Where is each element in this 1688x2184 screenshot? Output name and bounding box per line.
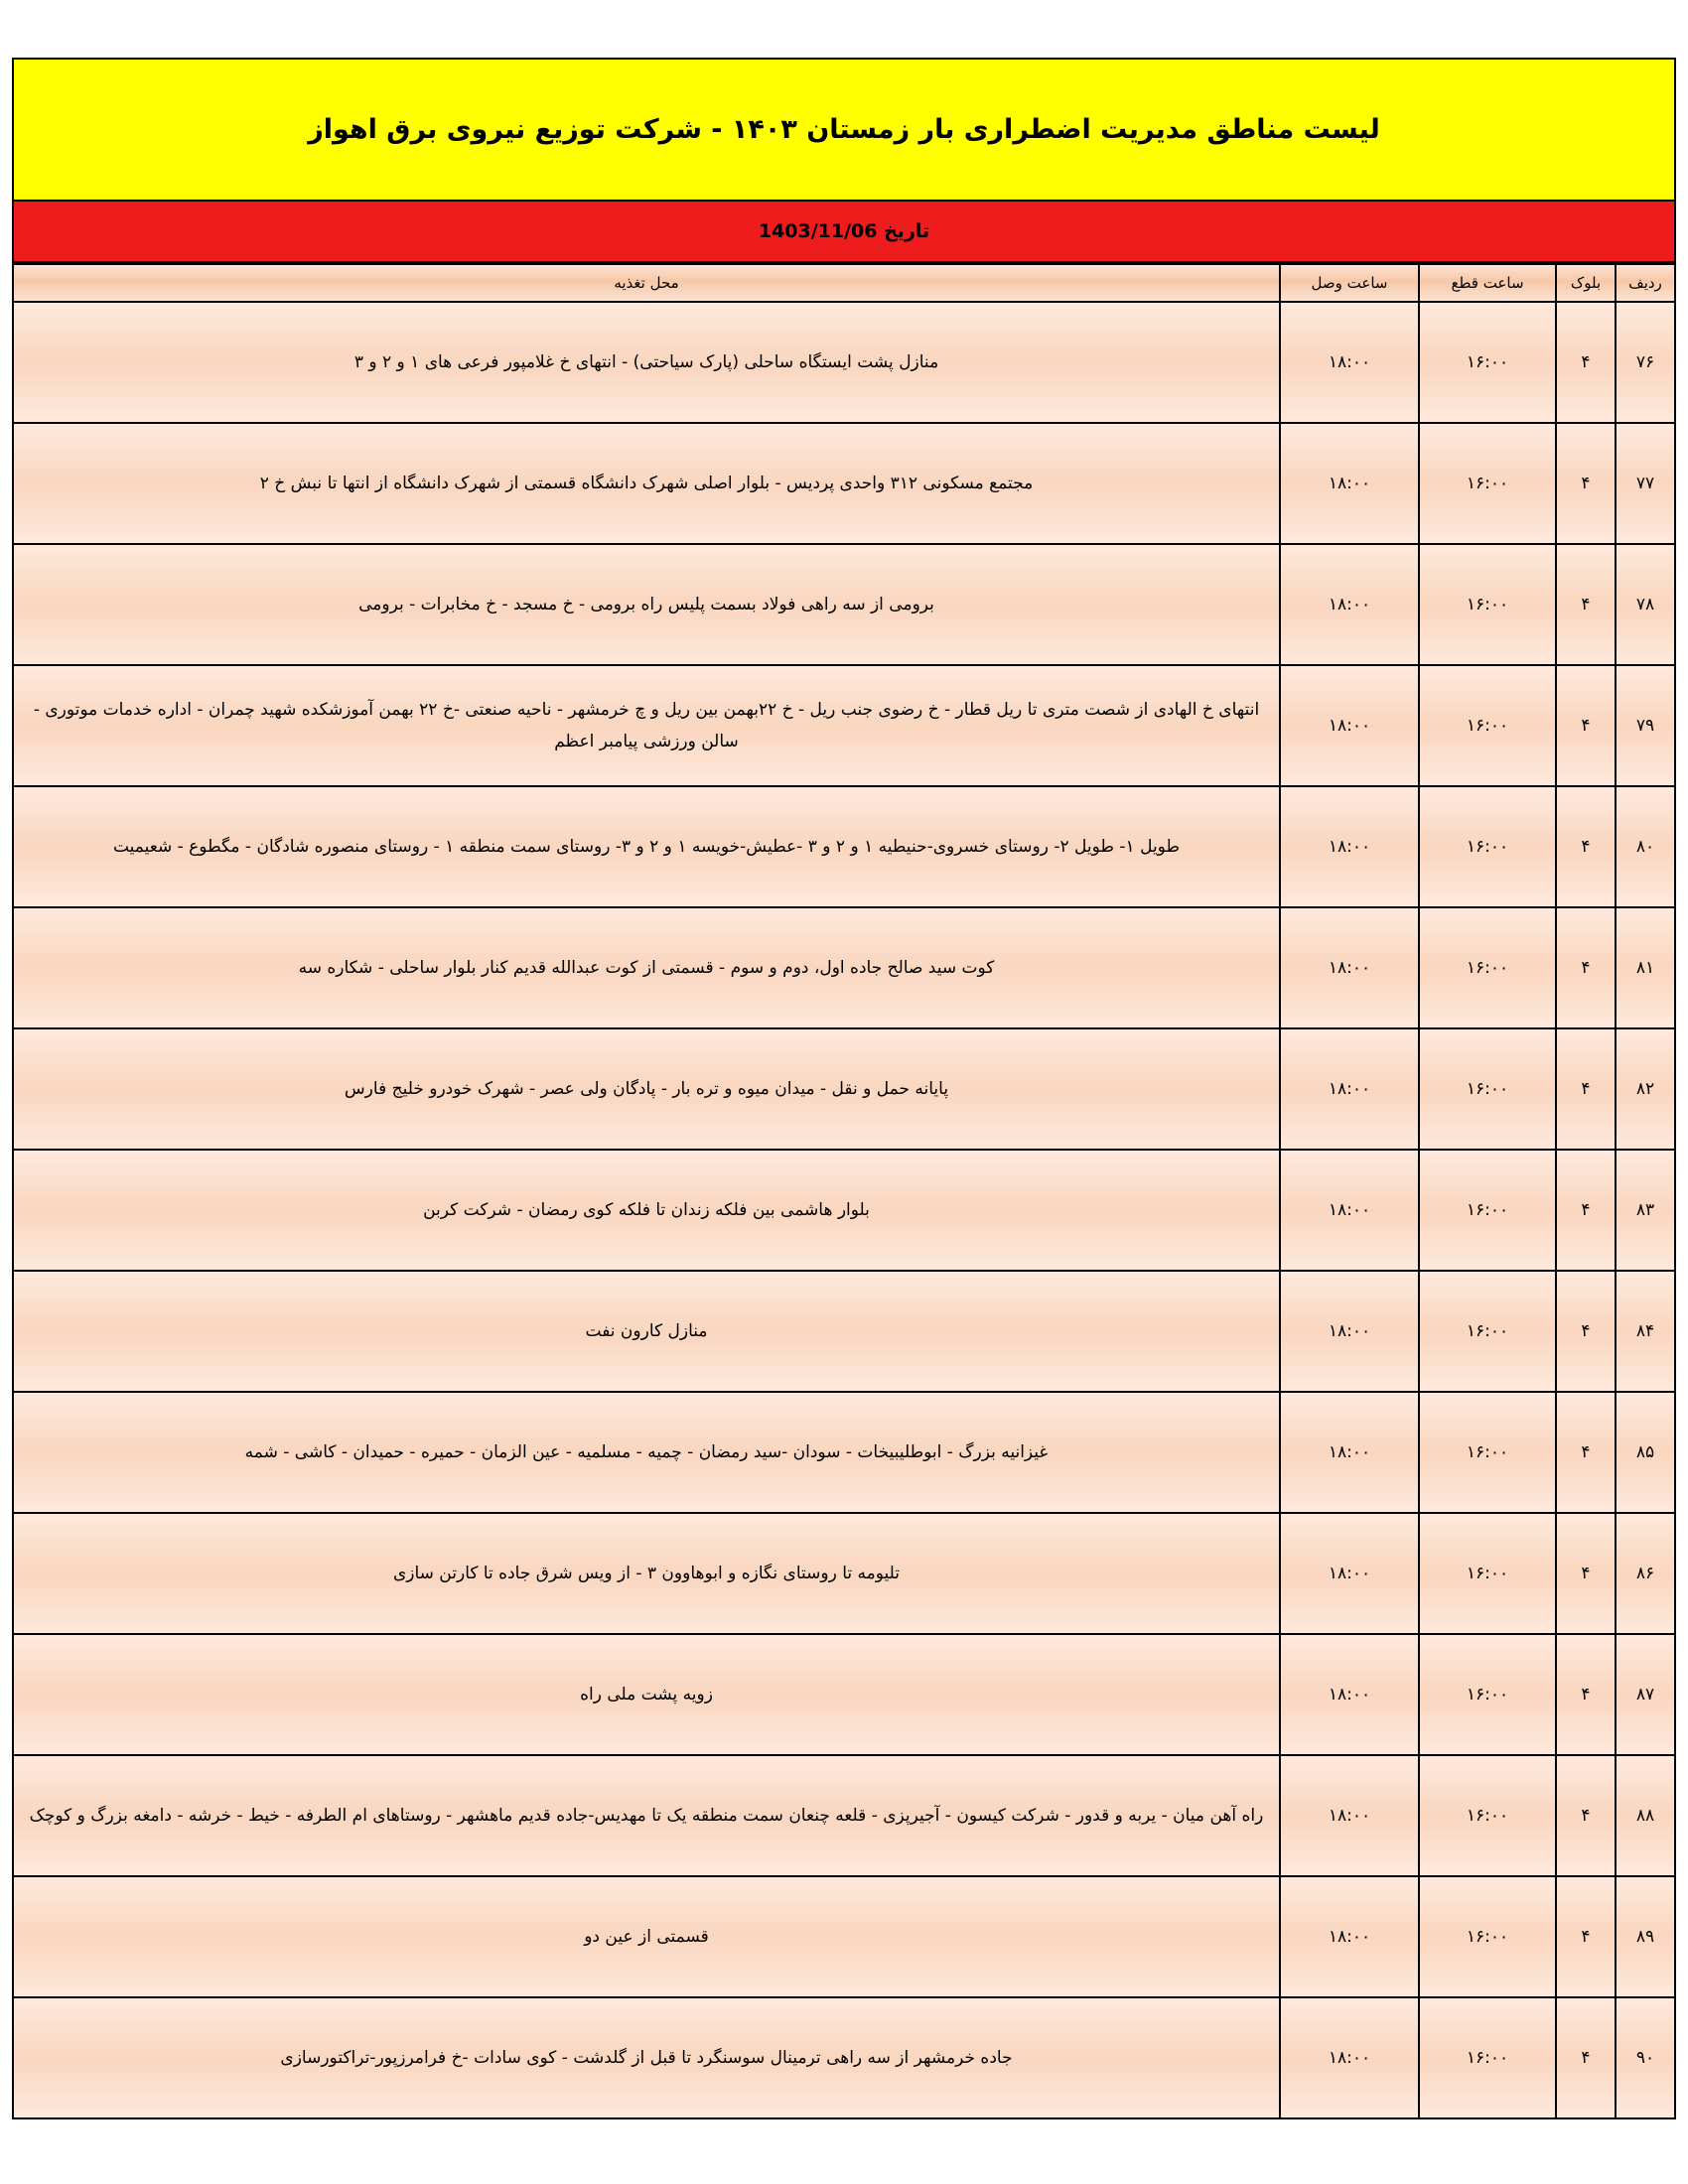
cell-block: ۴ [1556, 665, 1616, 786]
cell-row-number: ۷۷ [1616, 423, 1675, 544]
cell-connect-time: ۱۸:۰۰ [1280, 423, 1419, 544]
cell-block: ۴ [1556, 786, 1616, 907]
header-cut-time: ساعت قطع [1419, 264, 1556, 302]
header-connect-time: ساعت وصل [1280, 264, 1419, 302]
cell-row-number: ۸۷ [1616, 1634, 1675, 1755]
cell-location: جاده خرمشهر از سه راهی ترمینال سوسنگرد تا قبل از گلدشت - کوی سادات -خ فرامرزپور-تراکتورسازی [13, 1997, 1280, 2118]
cell-connect-time: ۱۸:۰۰ [1280, 786, 1419, 907]
cell-location: انتهای خ الهادی از شصت متری تا ریل قطار - خ رضوی جنب ریل - خ ۲۲بهمن بین ریل و چ خرمشهر - ناحیه صنعتی -خ ۲۲ بهمن آموزشکده شهید چمران - اداره خدمات موتوری - سالن ورزشی پیامبر اعظم [13, 665, 1280, 786]
cell-cut-time: ۱۶:۰۰ [1419, 907, 1556, 1028]
cell-row-number: ۸۰ [1616, 786, 1675, 907]
table-row [13, 423, 1675, 544]
cell-block: ۴ [1556, 1392, 1616, 1513]
cell-cut-time: ۱۶:۰۰ [1419, 302, 1556, 423]
cell-connect-time: ۱۸:۰۰ [1280, 1634, 1419, 1755]
cell-cut-time: ۱۶:۰۰ [1419, 665, 1556, 786]
cell-row-number: ۸۹ [1616, 1876, 1675, 1997]
cell-location: منازل کارون نفت [13, 1271, 1280, 1392]
cell-row-number: ۸۳ [1616, 1150, 1675, 1271]
cell-cut-time: ۱۶:۰۰ [1419, 1513, 1556, 1634]
date-text: تاریخ 1403/11/06 [758, 220, 930, 242]
table-row [13, 1634, 1675, 1755]
table-row [13, 1755, 1675, 1876]
cell-cut-time: ۱۶:۰۰ [1419, 786, 1556, 907]
header-block: بلوک [1556, 264, 1616, 302]
cell-cut-time: ۱۶:۰۰ [1419, 1997, 1556, 2118]
cell-block: ۴ [1556, 544, 1616, 665]
cell-block: ۴ [1556, 1150, 1616, 1271]
cell-block: ۴ [1556, 1513, 1616, 1634]
cell-location: پایانه حمل و نقل - میدان میوه و تره بار - پادگان ولی عصر - شهرک خودرو خلیج فارس [13, 1028, 1280, 1150]
cell-connect-time: ۱۸:۰۰ [1280, 1392, 1419, 1513]
cell-cut-time: ۱۶:۰۰ [1419, 423, 1556, 544]
cell-block: ۴ [1556, 1634, 1616, 1755]
cell-connect-time: ۱۸:۰۰ [1280, 1028, 1419, 1150]
cell-cut-time: ۱۶:۰۰ [1419, 1271, 1556, 1392]
cell-block: ۴ [1556, 1997, 1616, 2118]
cell-row-number: ۸۱ [1616, 907, 1675, 1028]
page-title [12, 58, 1676, 200]
header-row-number: ردیف [1616, 264, 1675, 302]
header-location: محل تغذیه [13, 264, 1280, 302]
cell-connect-time: ۱۸:۰۰ [1280, 1513, 1419, 1634]
cell-location: غیزانیه بزرگ - ابوطلیبیخات - سودان -سید رمضان - چمیه - مسلمیه - عین الزمان - حمیره - حمیدان - کاشی - شمه [13, 1392, 1280, 1513]
cell-location: کوت سید صالح جاده اول، دوم و سوم - قسمتی از کوت عبدالله قدیم کنار بلوار ساحلی - شکاره سه [13, 907, 1280, 1028]
cell-cut-time: ۱۶:۰۰ [1419, 1028, 1556, 1150]
cell-connect-time: ۱۸:۰۰ [1280, 1150, 1419, 1271]
cell-connect-time: ۱۸:۰۰ [1280, 1271, 1419, 1392]
cell-location: بلوار هاشمی بین فلکه زندان تا فلکه کوی رمضان - شرکت کربن [13, 1150, 1280, 1271]
cell-row-number: ۹۰ [1616, 1997, 1675, 2118]
table-row [13, 1513, 1675, 1634]
cell-location: برومی از سه راهی فولاد بسمت پلیس راه برومی - خ مسجد - خ مخابرات - برومی [13, 544, 1280, 665]
cell-connect-time: ۱۸:۰۰ [1280, 907, 1419, 1028]
cell-block: ۴ [1556, 302, 1616, 423]
cell-block: ۴ [1556, 907, 1616, 1028]
cell-location: تلیومه تا روستای نگازه و ابوهاوون ۳ - از ویس شرق جاده تا کارتن سازی [13, 1513, 1280, 1634]
table-row [13, 907, 1675, 1028]
cell-location: طویل ۱- طویل ۲- روستای خسروی-حنیطیه ۱ و ۲ و ۳ -عطیش-خویسه ۱ و ۲ و ۳- روستای سمت منطقه ۱ - روستای منصوره شادگان - مگطوع - شعیمیت [13, 786, 1280, 907]
cell-block: ۴ [1556, 423, 1616, 544]
cell-row-number: ۸۵ [1616, 1392, 1675, 1513]
table-row [13, 1392, 1675, 1513]
table-row [13, 544, 1675, 665]
cell-location: منازل پشت ایستگاه ساحلی (پارک سیاحتی) - انتهای خ غلامپور فرعی های ۱ و ۲ و ۳ [13, 302, 1280, 423]
cell-row-number: ۸۲ [1616, 1028, 1675, 1150]
cell-block: ۴ [1556, 1755, 1616, 1876]
cell-row-number: ۸۸ [1616, 1755, 1675, 1876]
cell-row-number: ۷۸ [1616, 544, 1675, 665]
cell-location: قسمتی از عین دو [13, 1876, 1280, 1997]
schedule-sheet [12, 58, 1676, 2119]
cell-cut-time: ۱۶:۰۰ [1419, 1150, 1556, 1271]
table-row [13, 1997, 1675, 2118]
table-header-row [13, 264, 1675, 302]
cell-cut-time: ۱۶:۰۰ [1419, 1634, 1556, 1755]
cell-connect-time: ۱۸:۰۰ [1280, 302, 1419, 423]
page-title-text: لیست مناطق مدیریت اضطراری بار زمستان ۱۴۰۳ - شرکت توزیع نیروی برق اهواز [308, 114, 1380, 145]
cell-cut-time: ۱۶:۰۰ [1419, 1392, 1556, 1513]
cell-connect-time: ۱۸:۰۰ [1280, 1997, 1419, 2118]
table-row [13, 786, 1675, 907]
cell-row-number: ۷۶ [1616, 302, 1675, 423]
table-row [13, 1150, 1675, 1271]
cell-location: زویه پشت ملی راه [13, 1634, 1280, 1755]
outage-table [12, 263, 1676, 2119]
table-row [13, 1876, 1675, 1997]
cell-cut-time: ۱۶:۰۰ [1419, 544, 1556, 665]
cell-row-number: ۸۴ [1616, 1271, 1675, 1392]
cell-cut-time: ۱۶:۰۰ [1419, 1755, 1556, 1876]
cell-connect-time: ۱۸:۰۰ [1280, 544, 1419, 665]
table-row [13, 1271, 1675, 1392]
table-row [13, 665, 1675, 786]
cell-location: مجتمع مسکونی ۳۱۲ واحدی پردیس - بلوار اصلی شهرک دانشگاه قسمتی از شهرک دانشگاه از انتها تا نبش خ ۲ [13, 423, 1280, 544]
cell-block: ۴ [1556, 1876, 1616, 1997]
cell-connect-time: ۱۸:۰۰ [1280, 1755, 1419, 1876]
cell-block: ۴ [1556, 1028, 1616, 1150]
cell-block: ۴ [1556, 1271, 1616, 1392]
cell-row-number: ۸۶ [1616, 1513, 1675, 1634]
cell-row-number: ۷۹ [1616, 665, 1675, 786]
table-row [13, 1028, 1675, 1150]
cell-connect-time: ۱۸:۰۰ [1280, 1876, 1419, 1997]
table-row [13, 302, 1675, 423]
cell-connect-time: ۱۸:۰۰ [1280, 665, 1419, 786]
cell-cut-time: ۱۶:۰۰ [1419, 1876, 1556, 1997]
date-banner [12, 200, 1676, 263]
cell-location: راه آهن میان - یربه و قدور - شرکت کیسون - آجیرپزی - قلعه چنعان سمت منطقه یک تا مهدیس-جاده قدیم ماهشهر - روستاهای ام الطرفه - خیط - خرشه - دامغه بزرگ و کوچک [13, 1755, 1280, 1876]
